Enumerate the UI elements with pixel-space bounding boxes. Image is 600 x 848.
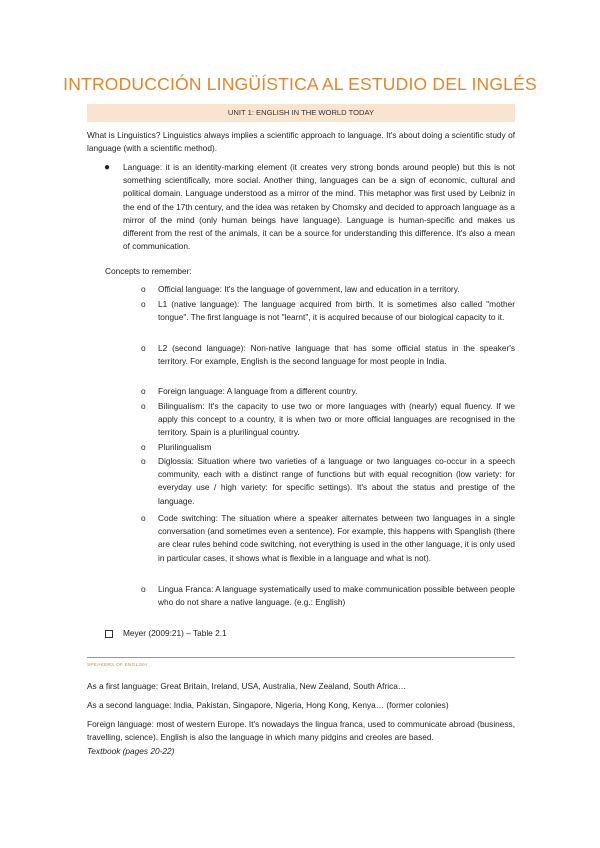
list-marker: o [141, 343, 146, 353]
list-marker: o [141, 401, 146, 411]
list-marker: o [141, 513, 146, 523]
language-paragraph: Language: it is an identity-marking element (it creates very strong bonds around people) but this is not something scientifically, more social. Another thing, languages can be a sign of economic, cultural and political domain. Language understood as a mirror of the mind. This metaphor was first used by Leibniz in the end of the 17th century, and the idea was retaken by Chomsky and decided to approach language as a mirror of the mind (only human beings have language). Language is human-specific and makes us different from the rest of the animals, it can be a source for understanding this difference. It's also a mean of communication. [123, 162, 515, 252]
list-marker: o [141, 584, 146, 594]
list-marker: o [141, 386, 146, 396]
first-language-line: As a first language: Great Britain, Ireland, USA, Australia, New Zealand, South Africa… [87, 681, 407, 691]
bullet-icon: ● [104, 162, 111, 173]
second-language-line: As a second language: India, Pakistan, Singapore, Nigeria, Hong Kong, Kenya… (former colonies) [87, 700, 449, 710]
list-marker: o [141, 456, 146, 466]
concept-plurilingualism: Plurilingualism [158, 442, 212, 452]
concept-lingua-franca: Lingua Franca: A language systematically used to make communication possible between people who do not share a native language. (e.g.: English) [158, 584, 515, 608]
checkbox-icon [105, 630, 113, 638]
concept-official-language: Official language: It's the language of government, law and education in a territory. [158, 284, 460, 294]
reference: Meyer (2009:21) – Table 2.1 [123, 628, 227, 638]
concept-bilingualism: Bilingualism: It's the capacity to use two or more languages with (nearly) equal fluency. If we apply this concept to a country, it is when two or more official languages are recognised in the territory. Spain is a plurilingual country. [158, 401, 515, 438]
concepts-label: Concepts to remember: [105, 266, 192, 276]
section-divider [87, 657, 515, 658]
list-marker: o [141, 299, 146, 309]
concept-l2: L2 (second language): Non-native language that has some official status in the speaker's territory. For example, English is the second language for most people in India. [158, 343, 515, 367]
unit-heading: UNIT 1: ENGLISH IN THE WORLD TODAY [87, 104, 515, 122]
concept-diglossia: Diglossia: Situation where two varieties of a language or two languages co-occur in a speech community, each with a distinct range of functions but with equal recognition (low variety: for everyday use / high variety: for specific settings). It's about the status and prestige of the language. [158, 456, 515, 506]
list-marker: o [141, 284, 146, 294]
textbook-reference: Textbook (pages 20-22) [87, 746, 175, 756]
concept-l1: L1 (native language): The language acquired from birth. It is sometimes also called "mother tongue". The first language is not "learnt", it is acquired because of our biological capacity to it. [158, 299, 515, 323]
concept-foreign-language: Foreign language: A language from a different country. [158, 386, 358, 396]
foreign-language-paragraph: Foreign language: most of western Europe. It's nowadays the lingua franca, used to communicate abroad (business, travelling, science). English is also the language in which many pidgins and creoles are based. [87, 719, 515, 743]
speakers-heading: SPEAKERS OF ENGLISH [87, 663, 148, 668]
concept-code-switching: Code switching: The situation where a speaker alternates between two languages in a single conversation (and sometimes even a sentence). For example, this happens with Spanglish (there are clear rules behind code switching, not everything is used in the other language, it is only used in particular cases, it shows what is flexible in a language and what is not). [158, 513, 515, 563]
document-title: INTRODUCCIÓN LINGÜÍSTICA AL ESTUDIO DEL INGLÉS [63, 74, 537, 94]
intro-paragraph: What is Linguistics? Linguistics always implies a scientific approach to language. It's about doing a scientific study of language (with a scientific method). [87, 130, 515, 154]
list-marker: o [141, 442, 146, 452]
